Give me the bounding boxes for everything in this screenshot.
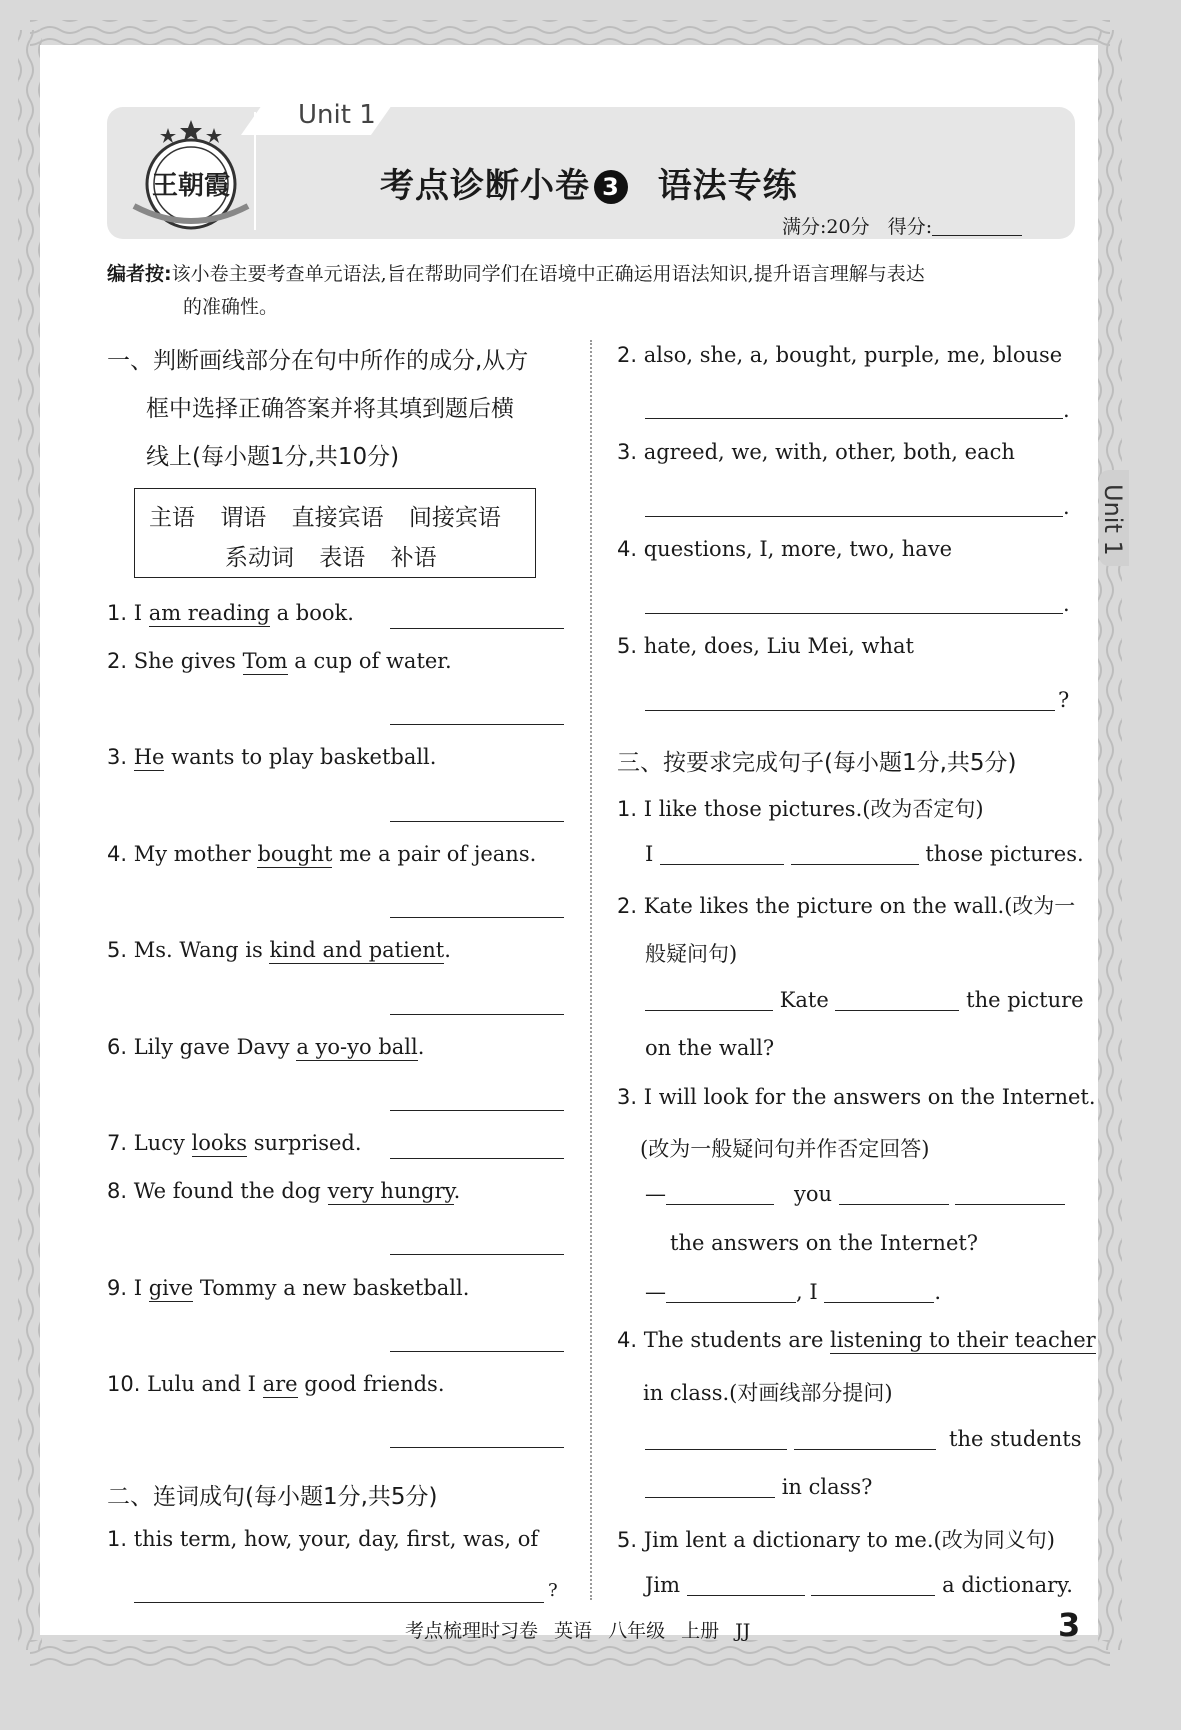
- s2-end-4: .: [1063, 592, 1070, 616]
- s2-end-2: .: [1063, 398, 1070, 422]
- editor-note: 编者按:该小卷主要考查单元语法,旨在帮助同学们在语境中正确运用语法知识,提升语言理解与表达 的准确性。: [107, 263, 925, 318]
- s3-q5-blank-1[interactable]: [687, 1575, 805, 1596]
- s3-question-2-cont: 般疑问句): [645, 942, 738, 966]
- s1-answer-8[interactable]: [390, 1254, 564, 1255]
- s2-end-1: ?: [548, 1580, 558, 1601]
- s1-question-7: 7. Lucy looks surprised.: [107, 1131, 362, 1155]
- s2-end-3: .: [1063, 495, 1070, 519]
- s1-answer-6[interactable]: [390, 1110, 564, 1111]
- s3-q4-blank-3[interactable]: [645, 1477, 775, 1498]
- s3-q2-blank-2[interactable]: [835, 990, 959, 1011]
- s1-question-3: 3. He wants to play basketball.: [107, 745, 437, 769]
- s1-question-10: 10. Lulu and I are good friends.: [107, 1372, 445, 1396]
- s2-question-2: 2. also, she, a, bought, purple, me, blouse: [617, 343, 1063, 367]
- section2-title: 二、连词成句(每小题1分,共5分): [107, 1484, 438, 1510]
- s1-question-8: 8. We found the dog very hungry.: [107, 1179, 461, 1203]
- publisher-logo-icon: [132, 118, 250, 236]
- s1-answer-3[interactable]: [390, 821, 564, 822]
- s3-answer-row-4b: in class?: [645, 1475, 872, 1499]
- s3-q4-blank-1[interactable]: [645, 1429, 787, 1450]
- s2-question-1: 1. this term, how, your, day, first, was, of: [107, 1527, 539, 1551]
- s2-question-4: 4. questions, I, more, two, have: [617, 537, 953, 561]
- s2-answer-4[interactable]: [645, 613, 1063, 614]
- s3-question-2: 2. Kate likes the picture on the wall.(改为一: [617, 894, 1076, 918]
- s1-question-4: 4. My mother bought me a pair of jeans.: [107, 842, 537, 866]
- answer-options-box: 主语 谓语 直接宾语 间接宾语 系动词 表语 补语: [134, 488, 536, 578]
- s1-answer-4[interactable]: [390, 917, 564, 918]
- column-divider: [590, 340, 592, 1600]
- s1-answer-5[interactable]: [390, 1014, 564, 1015]
- s2-answer-1[interactable]: [134, 1602, 544, 1603]
- s3-question-5: 5. Jim lent a dictionary to me.(改为同义句): [617, 1528, 1055, 1552]
- s3-q3-blank-2[interactable]: [839, 1184, 949, 1205]
- s3-question-4: 4. The students are listening to their teacher: [617, 1328, 1096, 1352]
- s3-q2-blank-1[interactable]: [645, 990, 773, 1011]
- s2-end-5: ?: [1058, 688, 1070, 712]
- s3-answer-row-2: Kate the picture: [645, 988, 1084, 1012]
- s3-answer-row-4: the students: [645, 1427, 1081, 1451]
- side-unit-tab: Unit 1: [1099, 470, 1129, 566]
- s3-q5-blank-2[interactable]: [811, 1575, 935, 1596]
- s3-q3-blank-4[interactable]: [666, 1282, 796, 1303]
- s3-q3-blank-3[interactable]: [955, 1184, 1065, 1205]
- s1-answer-1[interactable]: [390, 628, 564, 629]
- s3-question-1: 1. I like those pictures.(改为否定句): [617, 797, 984, 821]
- s2-question-5: 5. hate, does, Liu Mei, what: [617, 634, 914, 658]
- s3-answer-row-1: I those pictures.: [645, 842, 1084, 866]
- s3-answer-row-5: Jim a dictionary.: [645, 1573, 1073, 1597]
- s3-answer-row-2b: on the wall?: [645, 1036, 775, 1060]
- header-divider: [254, 112, 256, 230]
- s2-answer-5[interactable]: [645, 710, 1055, 711]
- s3-question-4-cont: in class.(对画线部分提问): [643, 1381, 893, 1405]
- page-title: 考点诊断小卷 3 语法专练: [380, 166, 798, 206]
- s1-answer-2[interactable]: [390, 724, 564, 725]
- section1-title-l2: 框中选择正确答案并将其填到题后横: [146, 396, 514, 422]
- s3-answer-row-3: — you: [645, 1182, 1065, 1206]
- s3-q1-blank-1[interactable]: [660, 844, 784, 865]
- s1-question-9: 9. I give Tommy a new basketball.: [107, 1276, 470, 1300]
- score-blank[interactable]: [932, 217, 1022, 236]
- unit-label: Unit 1: [298, 100, 376, 130]
- section1-title-l3: 线上(每小题1分,共10分): [146, 444, 400, 470]
- score-line: 满分:20分 得分:: [782, 212, 1022, 239]
- s1-answer-10[interactable]: [390, 1447, 564, 1448]
- s3-question-3: 3. I will look for the answers on the Internet.: [617, 1085, 1096, 1109]
- s2-question-3: 3. agreed, we, with, other, both, each: [617, 440, 1015, 464]
- page-number: 3: [1058, 1606, 1081, 1644]
- s3-answer-row-3c: — , I .: [645, 1280, 942, 1304]
- s2-answer-3[interactable]: [645, 516, 1063, 517]
- s3-q3-blank-5[interactable]: [824, 1282, 934, 1303]
- s1-question-5: 5. Ms. Wang is kind and patient.: [107, 938, 451, 962]
- s1-question-2: 2. She gives Tom a cup of water.: [107, 649, 452, 673]
- s1-answer-7[interactable]: [390, 1158, 564, 1159]
- s2-answer-2[interactable]: [645, 418, 1063, 419]
- s3-q3-blank-1[interactable]: [666, 1184, 774, 1205]
- svg-text:王朝霞: 王朝霞: [151, 171, 231, 201]
- section1-title-l1: 一、判断画线部分在句中所作的成分,从方: [107, 348, 529, 374]
- footer-text: 考点梳理时习卷 英语 八年级 上册 JJ: [405, 1620, 751, 1642]
- s1-answer-9[interactable]: [390, 1351, 564, 1352]
- s3-answer-row-3b: the answers on the Internet?: [670, 1231, 979, 1255]
- section3-title: 三、按要求完成句子(每小题1分,共5分): [617, 750, 1017, 776]
- s3-q1-blank-2[interactable]: [791, 844, 919, 865]
- quiz-number-badge: 3: [594, 170, 628, 204]
- s3-q4-blank-2[interactable]: [794, 1429, 936, 1450]
- s1-question-1: 1. I am reading a book.: [107, 601, 354, 625]
- s3-question-3-cont: (改为一般疑问句并作否定回答): [640, 1137, 930, 1161]
- s1-question-6: 6. Lily gave Davy a yo-yo ball.: [107, 1035, 425, 1059]
